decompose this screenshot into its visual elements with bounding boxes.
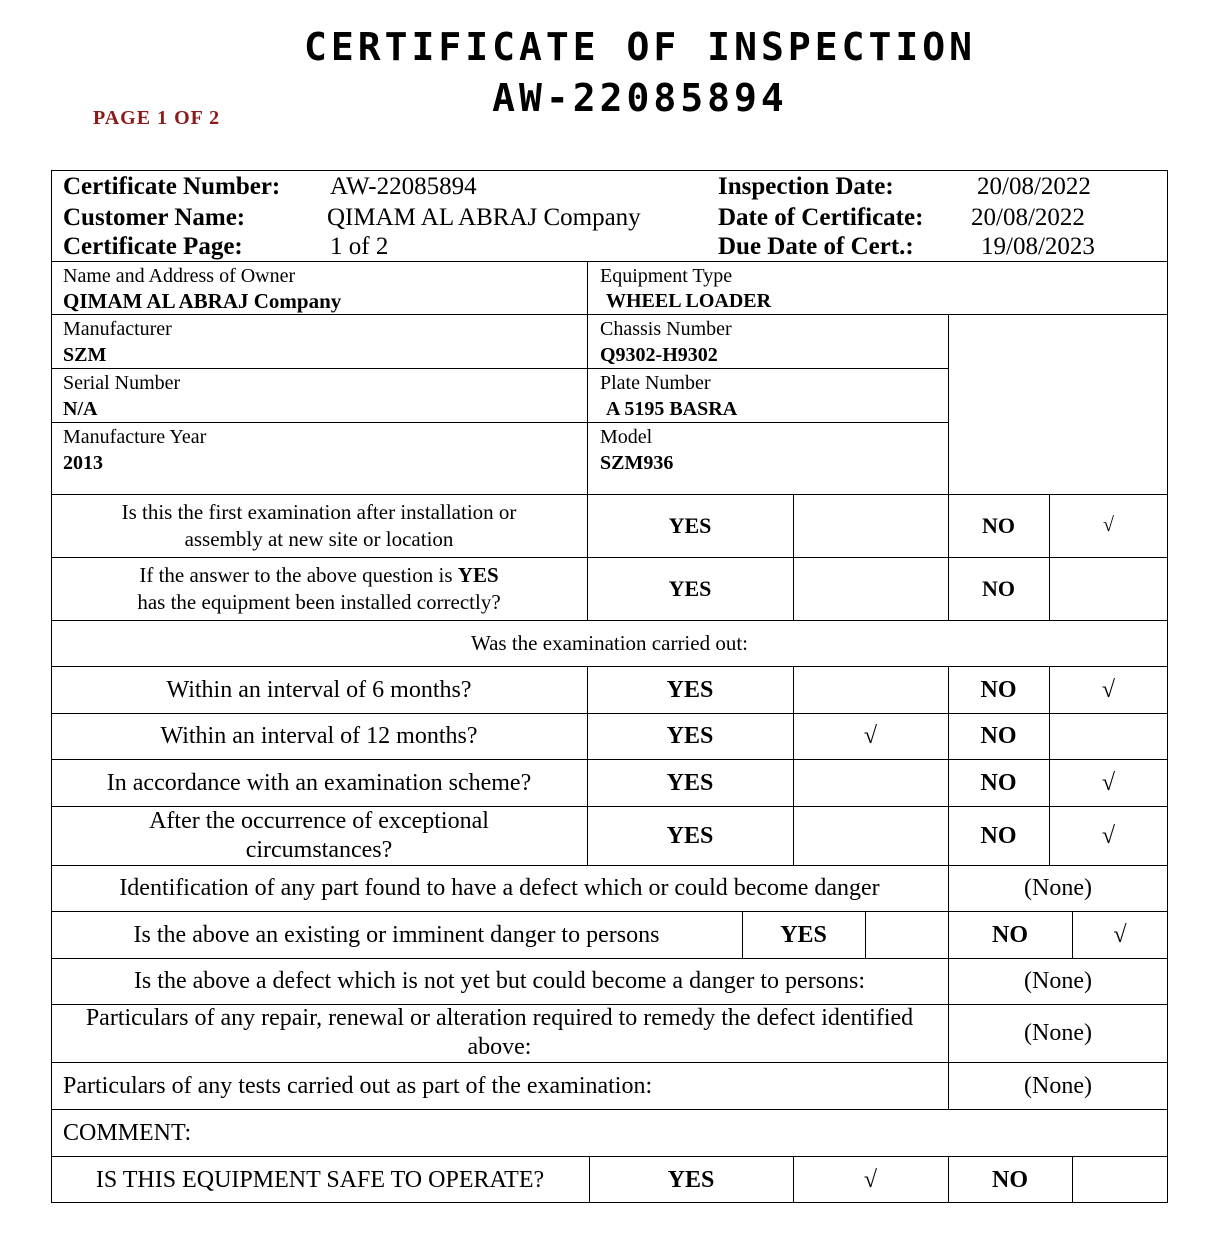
cert-page-value: 1 of 2 (330, 233, 389, 260)
certificate-title: CERTIFICATE OF INSPECTION (304, 25, 976, 69)
customer-name-label: Customer Name: (63, 204, 246, 231)
equipment-type-label: Equipment Type (600, 265, 733, 287)
defect-identification-answer: (None) (1024, 875, 1092, 901)
manufacturer-label: Manufacturer (63, 318, 172, 340)
question-defect-identification: Identification of any part found to have a defect which or could become danger (119, 875, 880, 901)
question-tests-particulars: Particulars of any tests carried out as part of the examination: (63, 1072, 653, 1099)
owner-value: QIMAM AL ABRAJ Company (63, 289, 342, 313)
cert-number-value: AW-22085894 (330, 173, 477, 200)
check-mark: √ (863, 1166, 878, 1193)
question-installed-correctly: If the answer to the above question is YES has the equipment been installed correctly? (137, 563, 501, 614)
no-label: NO (982, 512, 1015, 538)
yes-label: YES (667, 1166, 715, 1193)
no-label: NO (992, 1166, 1028, 1193)
yes-label: YES (666, 769, 714, 796)
page-indicator: PAGE 1 OF 2 (93, 107, 221, 129)
plate-value: A 5195 BASRA (606, 398, 738, 420)
yes-label: YES (666, 822, 714, 849)
cert-number-label: Certificate Number: (63, 173, 281, 200)
check-mark: √ (1101, 769, 1116, 796)
comment-label: COMMENT: (63, 1119, 192, 1146)
manufacturer-value: SZM (63, 344, 107, 366)
certificate-number-title: AW-22085894 (492, 76, 788, 120)
due-date-label: Due Date of Cert.: (718, 233, 914, 260)
question-6-months: Within an interval of 6 months? (166, 676, 472, 703)
no-label: NO (980, 676, 1017, 703)
check-mark: √ (1103, 514, 1114, 536)
yes-label: YES (666, 676, 714, 703)
question-12-months: Within an interval of 12 months? (160, 723, 478, 749)
question-examination-scheme: In accordance with an examination scheme? (106, 769, 532, 796)
examination-header: Was the examination carried out: (470, 630, 749, 655)
serial-label: Serial Number (63, 372, 181, 394)
date-of-cert-label: Date of Certificate: (718, 204, 924, 231)
future-danger-answer: (None) (1024, 968, 1092, 994)
no-label: NO (982, 575, 1015, 601)
yes-label: YES (668, 575, 712, 601)
question-first-examination: Is this the first examination after installation or assembly at new site or location (121, 500, 517, 551)
question-repair-particulars: Particulars of any repair, renewal or alteration required to remedy the defect identified above: (85, 1005, 914, 1060)
year-value: 2013 (63, 452, 103, 474)
yes-label: YES (780, 921, 827, 948)
question-exceptional-circumstances: After the occurrence of exceptional circumstances? (149, 807, 489, 863)
inspection-date-label: Inspection Date: (718, 173, 894, 200)
yes-label: YES (666, 723, 714, 749)
check-mark: √ (1101, 676, 1116, 703)
chassis-value: Q9302-H9302 (600, 344, 718, 366)
check-mark: √ (1113, 921, 1127, 948)
inspection-date-value: 20/08/2022 (977, 173, 1091, 200)
question-future-danger: Is the above a defect which is not yet but could become a danger to persons: (133, 968, 866, 994)
question-safe-to-operate: IS THIS EQUIPMENT SAFE TO OPERATE? (95, 1166, 545, 1193)
owner-label: Name and Address of Owner (63, 265, 296, 287)
serial-value: N/A (63, 398, 98, 420)
check-mark: √ (863, 723, 878, 749)
yes-label: YES (668, 512, 712, 538)
model-value: SZM936 (600, 452, 674, 474)
no-label: NO (992, 921, 1028, 948)
check-mark: √ (1101, 822, 1116, 849)
tests-particulars-answer: (None) (1024, 1072, 1092, 1099)
equipment-type-value: WHEEL LOADER (606, 290, 772, 312)
question-imminent-danger: Is the above an existing or imminent danger to persons (133, 921, 660, 948)
year-label: Manufacture Year (63, 426, 207, 448)
repair-particulars-answer: (None) (1024, 1020, 1092, 1046)
no-label: NO (980, 723, 1017, 749)
date-of-cert-value: 20/08/2022 (971, 204, 1085, 231)
plate-label: Plate Number (600, 372, 711, 394)
no-label: NO (980, 769, 1017, 796)
no-label: NO (980, 822, 1017, 849)
model-label: Model (600, 426, 653, 448)
customer-name-value: QIMAM AL ABRAJ Company (327, 204, 641, 231)
cert-page-label: Certificate Page: (63, 233, 243, 260)
chassis-label: Chassis Number (600, 318, 732, 340)
due-date-value: 19/08/2023 (981, 233, 1095, 260)
